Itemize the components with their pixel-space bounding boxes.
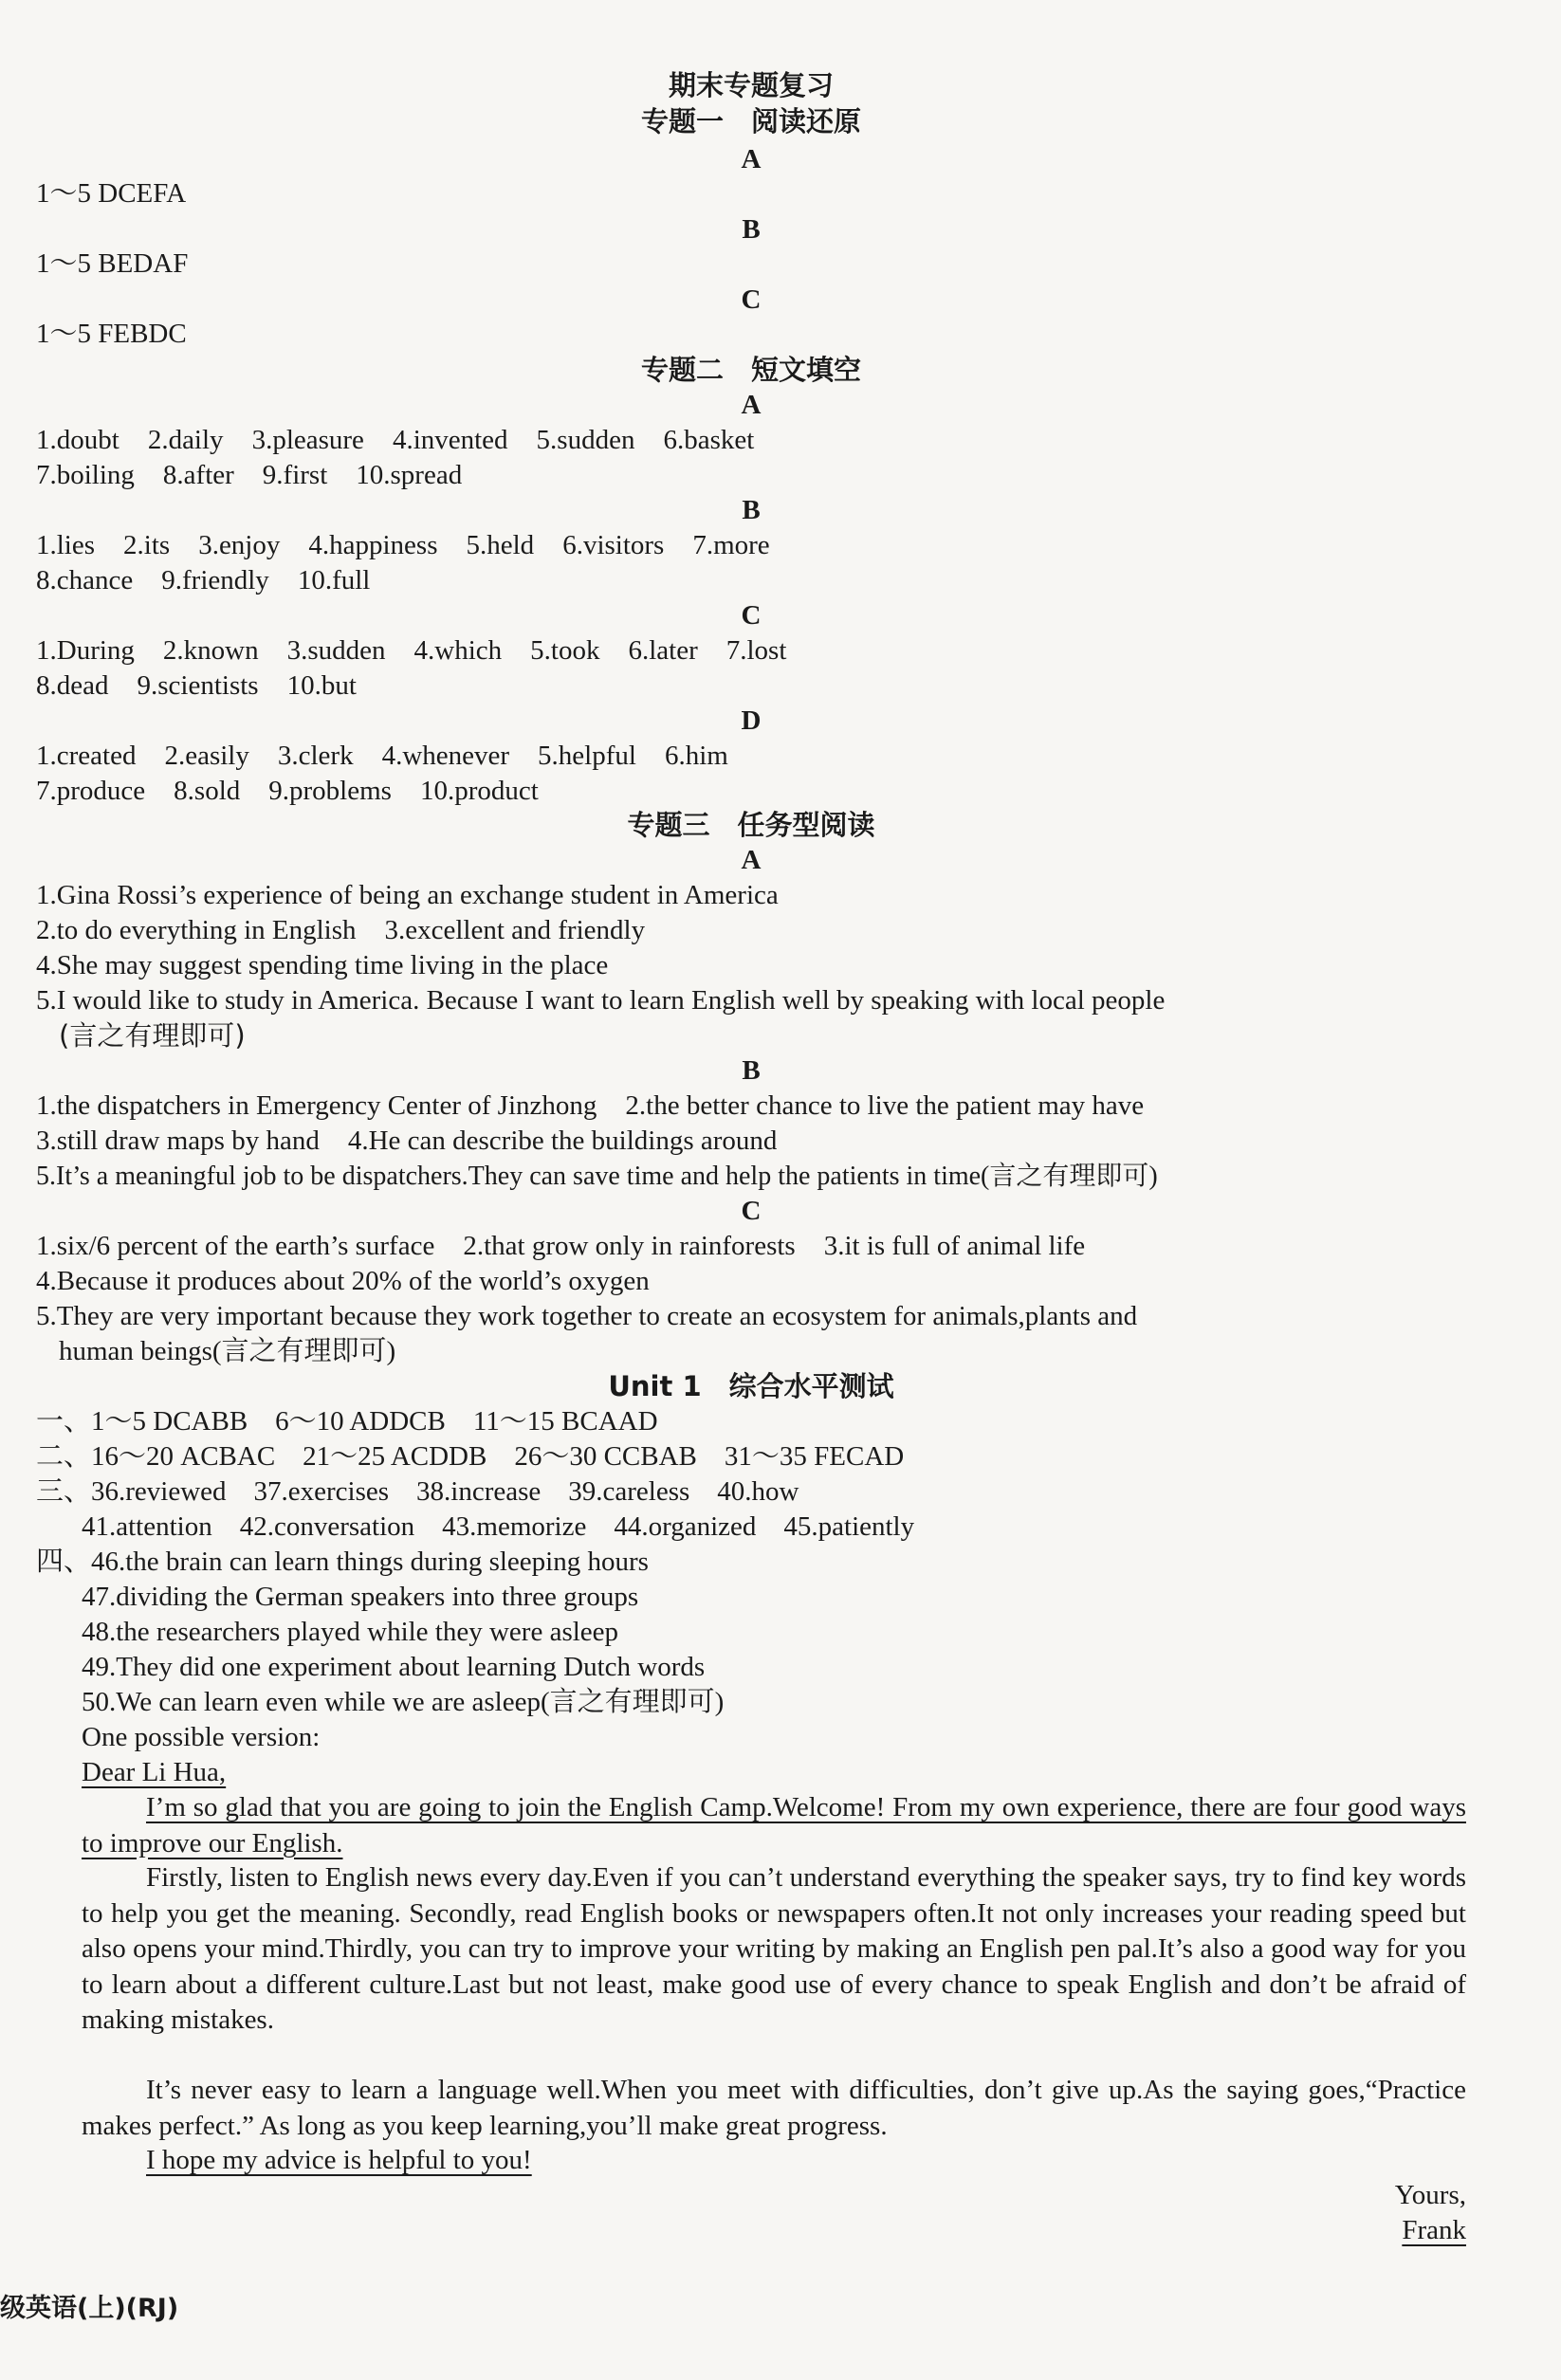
salutation-text: Dear Li Hua, [82,1757,227,1787]
part-label: A [741,144,762,174]
answer-line: 49.They did one experiment about learning Dutch words [82,1652,706,1682]
answer-item: 5.helpful [538,741,636,771]
answer-item: 10.product [419,776,539,806]
answer-item: 8.after [162,460,234,490]
part-label: B [742,495,761,525]
answer-line: 1～5 BEDAF [36,248,189,279]
answer-item: 4.invented [392,425,508,455]
answer-line [36,668,1466,704]
answer-line: 5.It’s a meaningful job to be dispatchers.They can save time and help the patients in time(言之有理即可) [36,1162,1158,1191]
part-label: A [741,845,762,875]
answer-item: 7.lost [725,635,787,666]
answer-item: 6.him [664,741,728,771]
answer-line [36,739,1466,774]
answer-item: 3.excellent and friendly [384,915,646,945]
essay-signature [36,2213,1466,2248]
answer-line: 48.the researchers played while they were asleep [82,1617,619,1647]
answer-item: 9.friendly [161,565,269,595]
answer-item: 2.easily [164,741,249,771]
answer-item: 3.clerk [277,741,354,771]
section-heading-1: 专题一 阅读还原 [640,105,861,137]
answer-item: 2.the better chance to live the patient may have [625,1090,1145,1121]
part-label: B [742,214,761,245]
answer-item: 9.scientists [137,670,259,701]
essay-paragraph [82,2143,1466,2179]
answer-line: 47.dividing the German speakers into three groups [82,1582,639,1612]
answer-note: (言之有理即可) [59,1019,246,1052]
answer-line [36,423,1466,458]
answer-line: 三、36.reviewed 37.exercises 38.increase 39.careless 40.how [36,1476,799,1507]
answer-item: 8.sold [174,776,241,806]
answer-item: 5.held [466,530,535,560]
answer-item: 4.He can describe the buildings around [347,1126,778,1156]
answer-line [36,913,1466,948]
answer-item: 3.sudden [286,635,386,666]
answer-item: 8.dead [36,670,109,701]
part-label: D [741,705,762,736]
answer-item: 8.chance [36,565,134,595]
answer-line: 4.Because it produces about 20% of the world’s oxygen [36,1266,650,1296]
answer-line: 二、16～20 ACBAC 21～25 ACDDB 26～30 CCBAB 31～35 FECAD [36,1441,905,1472]
essay-paragraph: Firstly, listen to English news every day.Even if you can’t understand everything the speaker says, try to find key words to help you get the meaning. Secondly, read English books or newspapers often.It not only increases your reading speed but also opens your mind.Thirdly, you can try to improve your writing by making an English pen pal.It’s also a good way for you to learn about a different culture.Last but not least, make good use of every chance to speak English and don’t be afraid of making mistakes. [82,1862,1466,2035]
answer-line [36,633,1466,668]
answer-item: 9.first [262,460,328,490]
essay-paragraph [82,1790,1466,1861]
answer-line: 5.I would like to study in America. Because I want to learn English well by speaking with local people [36,985,1166,1016]
part-label: A [741,390,762,420]
answer-item: 7.more [692,530,770,560]
answer-line [36,1124,1466,1159]
answer-item: 3.still draw maps by hand [36,1126,320,1156]
answer-item: 10.spread [356,460,463,490]
essay-paragraph: It’s never easy to learn a language well.When you meet with difficulties, don’t give up.As the saying goes,“Practice makes perfect.” As long as you keep learning,you’ll make great progress. [82,2075,1466,2141]
answer-item: 1.During [36,635,135,666]
answer-line [36,563,1466,598]
answer-line: 5.They are very important because they work together to create an ecosystem for animals,plants and [36,1301,1138,1331]
answer-item: 4.happiness [308,530,438,560]
answer-line [36,1089,1466,1124]
answer-item: 3.it is full of animal life [823,1231,1086,1261]
answer-line: 4.She may suggest spending time living in the place [36,950,609,980]
answer-line [36,458,1466,493]
answer-item: 3.enjoy [198,530,281,560]
part-label: C [741,600,762,631]
answer-item: 1.doubt [36,425,119,455]
essay-salutation [82,1755,1466,1790]
answer-item: 4.which [413,635,503,666]
answer-item: 6.visitors [562,530,665,560]
answer-item: 2.its [123,530,171,560]
answer-item: 2.daily [147,425,224,455]
paragraph-text: I hope my advice is helpful to you! [146,2145,532,2175]
answer-line [36,528,1466,563]
answer-item: 3.pleasure [251,425,364,455]
answer-line: 50.We can learn even while we are asleep(言之有理即可) [82,1687,725,1717]
answer-line: 四、46.the brain can learn things during sleeping hours [36,1547,649,1577]
page-title: 期末专题复习 [668,69,834,101]
page-footer: 级英语(上)(RJ) [0,2294,179,2323]
answer-item: 7.boiling [36,460,135,490]
answer-item: 1.lies [36,530,96,560]
answer-item: 7.produce [36,776,146,806]
answer-item: 10.but [286,670,357,701]
answer-line: 41.attention 42.conversation 43.memorize 44.organized 45.patiently [82,1511,915,1542]
answer-item: 6.basket [663,425,755,455]
answer-line: 1～5 FEBDC [36,319,187,349]
part-label: C [741,1196,762,1226]
answer-line [36,1229,1466,1264]
answer-item: 2.to do everything in English [36,915,357,945]
answer-item: 9.problems [268,776,392,806]
essay-closing: Yours, [1394,2180,1466,2210]
answer-item: 6.later [628,635,698,666]
answer-item: 2.known [162,635,259,666]
paragraph-text: I’m so glad that you are going to join the English Camp.Welcome! From my own experience, there are four good ways to improve our English. [82,1792,1466,1858]
answer-line: human beings(言之有理即可) [59,1336,396,1366]
answer-item: 5.took [530,635,600,666]
answer-item: 5.sudden [536,425,635,455]
part-label: C [741,284,762,315]
unit-heading: Unit 1 综合水平测试 [608,1370,894,1402]
answer-item: 4.whenever [381,741,510,771]
answer-line: 1～5 DCEFA [36,178,187,209]
answer-item: 1.the dispatchers in Emergency Center of Jinzhong [36,1090,597,1121]
section-heading-3: 专题三 任务型阅读 [627,809,875,841]
answer-item: 2.that grow only in rainforests [463,1231,796,1261]
signature-text: Frank [1402,2215,1466,2245]
section-heading-2: 专题二 短文填空 [640,354,861,386]
part-label: B [742,1055,761,1086]
essay-intro: One possible version: [82,1722,321,1752]
answer-item: 1.created [36,741,137,771]
answer-line: 1.Gina Rossi’s experience of being an exchange student in America [36,880,779,910]
answer-item: 1.six/6 percent of the earth’s surface [36,1231,435,1261]
answer-item: 10.full [297,565,371,595]
answer-line [36,774,1466,809]
answer-line: 一、1～5 DCABB 6～10 ADDCB 11～15 BCAAD [36,1406,658,1437]
